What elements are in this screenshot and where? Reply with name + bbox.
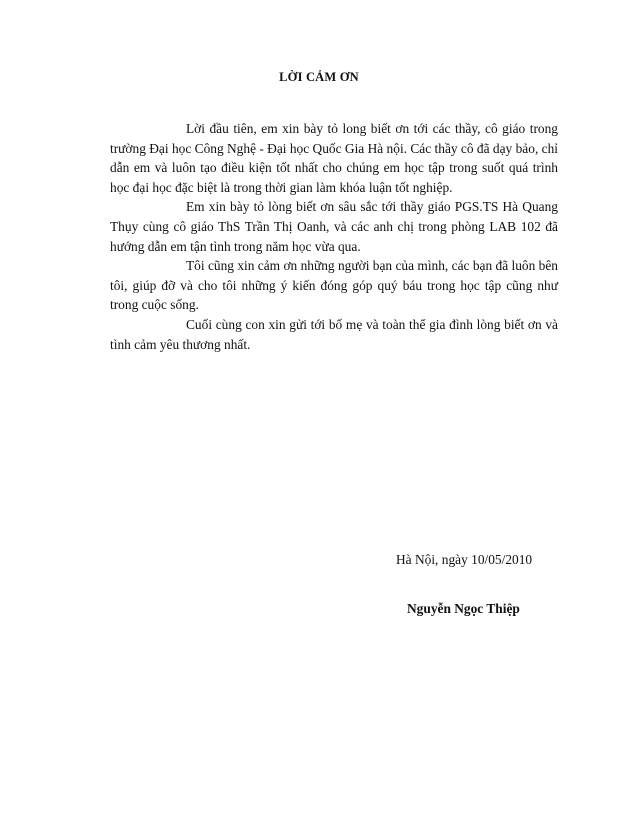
paragraph-3: Tôi cũng xin cảm ơn những người bạn của mình, các bạn đã luôn bên tôi, giúp đỡ và cho tôi những ý kiến đóng góp quý báu trong học tập cũng như trong cuộc sống. [110,258,558,313]
document-body [110,119,558,354]
author-signature: Nguyễn Ngọc Thiệp [407,601,520,616]
paragraph-1: Lời đầu tiên, em xin bày tỏ long biết ơn tới các thầy, cô giáo trong trường Đại học Công Nghệ - Đại học Quốc Gia Hà nội. Các thầy cô đã dạy bảo, chỉ dẫn em và luôn tạo điều kiện tốt nhất cho chúng em học tập trong suốt quá trình học đại học đặc biệt là trong thời gian làm khóa luận tốt nghiệp. [110,121,558,195]
paragraph-4: Cuối cùng con xin gửi tới bố mẹ và toàn thể gia đình lòng biết ơn và tình cảm yêu thương nhất. [110,316,558,352]
paragraph-2: Em xin bày tỏ lòng biết ơn sâu sắc tới thầy giáo PGS.TS Hà Quang Thụy cùng cô giáo ThS Trần Thị Oanh, và các anh chị trong phòng LAB 102 đã hướng dẫn em tận tình trong năm học vừa qua. [110,199,558,254]
page-title: LỜI CẢM ƠN [279,70,359,84]
place-date: Hà Nội, ngày 10/05/2010 [396,552,533,567]
